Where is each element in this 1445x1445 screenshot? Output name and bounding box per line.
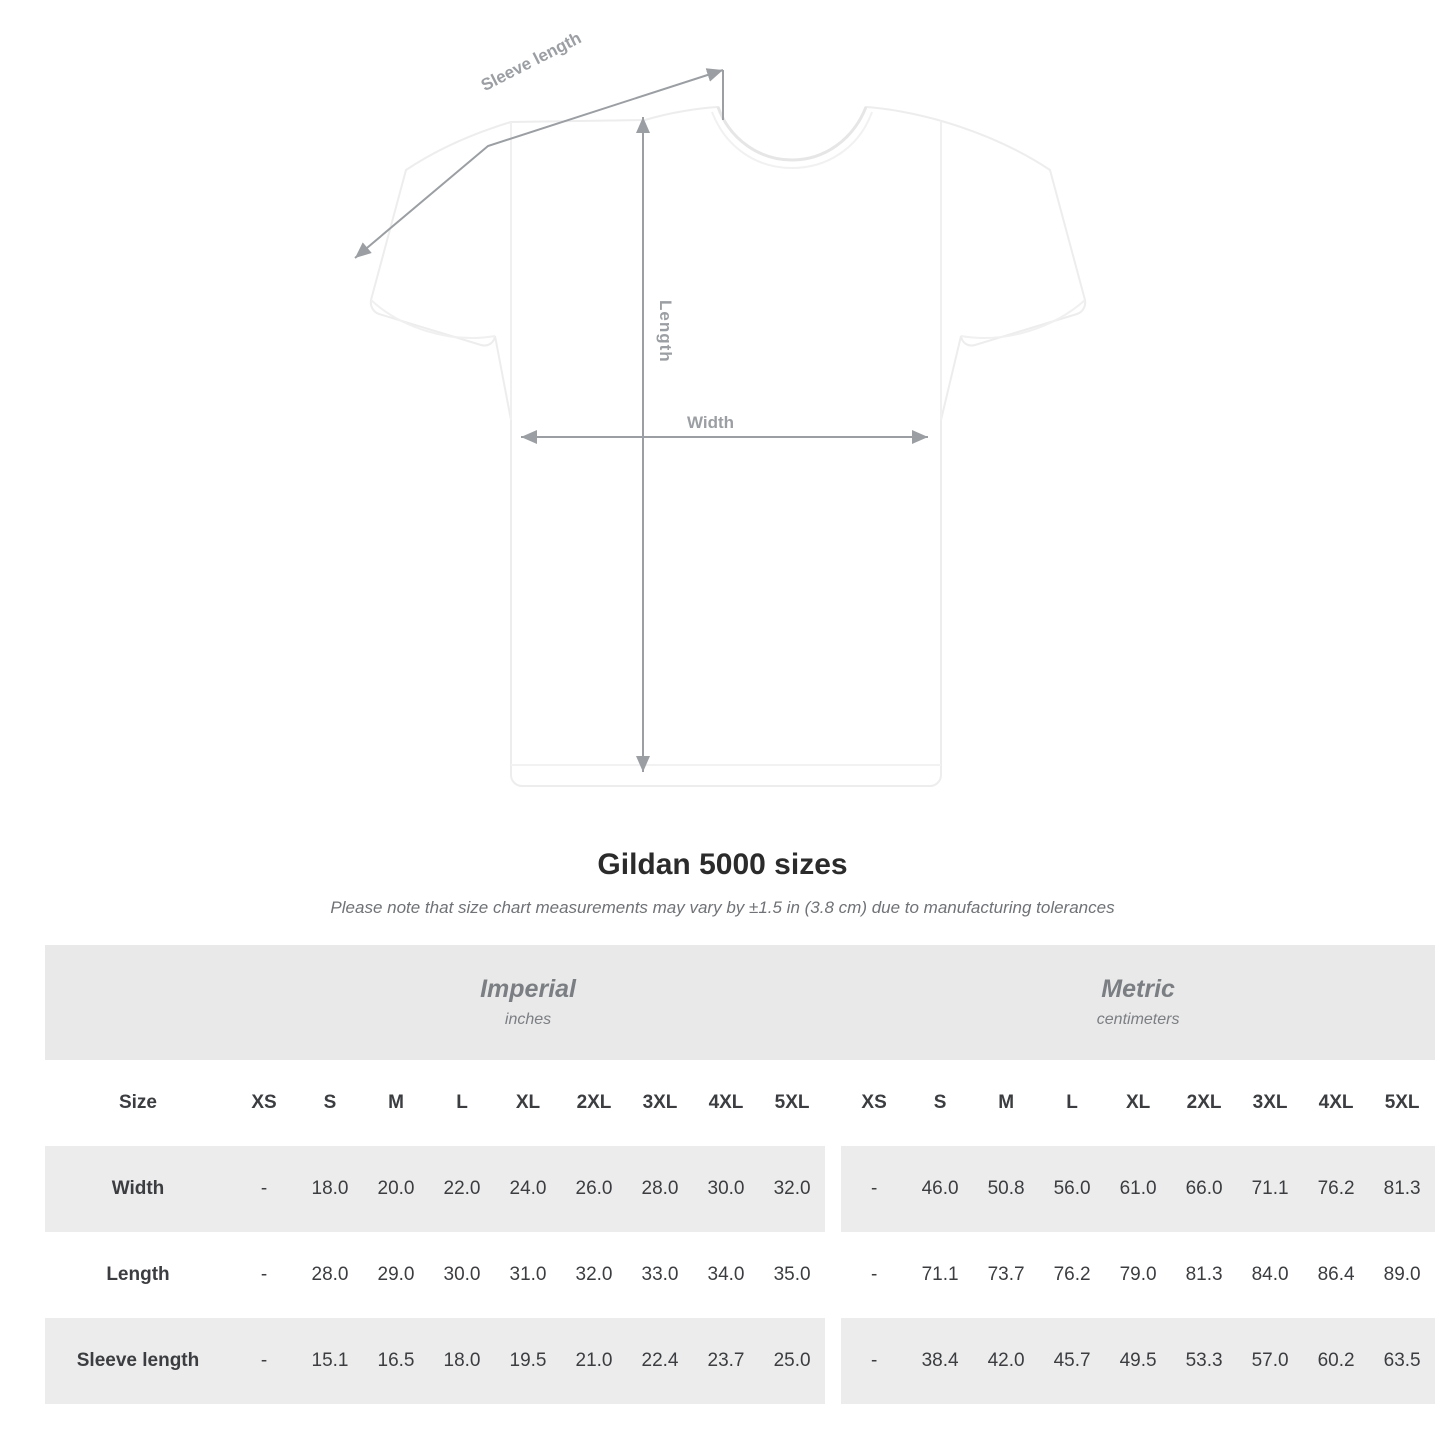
col-header-imperial-2xl: 2XL [561, 1060, 627, 1146]
cell-width-metric-2xl: 66.0 [1171, 1146, 1237, 1232]
size-header-row [45, 1060, 1435, 1146]
cell-length-imperial-5xl: 35.0 [759, 1232, 825, 1318]
col-header-metric-s: S [907, 1060, 973, 1146]
cell-sleeve-imperial-3xl: 22.4 [627, 1318, 693, 1404]
cell-sleeve-metric-xs: - [841, 1318, 907, 1404]
row-label-length: Length [45, 1232, 231, 1318]
cell-length-imperial-xl: 31.0 [495, 1232, 561, 1318]
cell-length-imperial-m: 29.0 [363, 1232, 429, 1318]
page-title: Gildan 5000 sizes [597, 848, 848, 881]
table-row [45, 1318, 1435, 1404]
col-header-metric-5xl: 5XL [1369, 1060, 1435, 1146]
unit-spacer-mid [825, 945, 841, 1060]
cell-sleeve-imperial-xs: - [231, 1318, 297, 1404]
col-header-imperial-xl: XL [495, 1060, 561, 1146]
col-header-metric-2xl: 2XL [1171, 1060, 1237, 1146]
unit-spacer-left [45, 945, 231, 1060]
unit-metric-cell [841, 945, 1435, 1060]
row-label-width: Width [45, 1146, 231, 1232]
col-header-metric-l: L [1039, 1060, 1105, 1146]
length-label: Length [656, 300, 675, 363]
cell-length-imperial-3xl: 33.0 [627, 1232, 693, 1318]
row-spacer-sleeve [825, 1318, 841, 1404]
cell-width-imperial-4xl: 30.0 [693, 1146, 759, 1232]
cell-sleeve-imperial-l: 18.0 [429, 1318, 495, 1404]
cell-length-metric-2xl: 81.3 [1171, 1232, 1237, 1318]
cell-width-metric-m: 50.8 [973, 1146, 1039, 1232]
cell-width-imperial-3xl: 28.0 [627, 1146, 693, 1232]
unit-metric-sub: centimeters [1096, 1011, 1180, 1029]
cell-sleeve-metric-s: 38.4 [907, 1318, 973, 1404]
col-header-metric-4xl: 4XL [1303, 1060, 1369, 1146]
col-header-metric-xl: XL [1105, 1060, 1171, 1146]
cell-width-metric-4xl: 76.2 [1303, 1146, 1369, 1232]
cell-sleeve-imperial-m: 16.5 [363, 1318, 429, 1404]
header-spacer [825, 1060, 841, 1146]
row-spacer-length [825, 1232, 841, 1318]
cell-width-metric-s: 46.0 [907, 1146, 973, 1232]
size-table [45, 945, 1435, 1404]
cell-sleeve-imperial-4xl: 23.7 [693, 1318, 759, 1404]
cell-sleeve-metric-2xl: 53.3 [1171, 1318, 1237, 1404]
cell-width-imperial-s: 18.0 [297, 1146, 363, 1232]
cell-length-metric-5xl: 89.0 [1369, 1232, 1435, 1318]
tshirt-shape [371, 107, 1085, 786]
col-header-imperial-m: M [363, 1060, 429, 1146]
cell-width-metric-l: 56.0 [1039, 1146, 1105, 1232]
cell-width-metric-5xl: 81.3 [1369, 1146, 1435, 1232]
row-label-sleeve-length: Sleeve length [45, 1318, 231, 1404]
cell-length-imperial-s: 28.0 [297, 1232, 363, 1318]
col-header-imperial-l: L [429, 1060, 495, 1146]
cell-width-imperial-m: 20.0 [363, 1146, 429, 1232]
cell-sleeve-metric-3xl: 57.0 [1237, 1318, 1303, 1404]
table-row [45, 1146, 1435, 1232]
width-label: Width [681, 413, 740, 433]
size-header-label: Size [45, 1060, 231, 1146]
cell-sleeve-imperial-5xl: 25.0 [759, 1318, 825, 1404]
cell-sleeve-imperial-s: 15.1 [297, 1318, 363, 1404]
col-header-metric-m: M [973, 1060, 1039, 1146]
cell-length-imperial-2xl: 32.0 [561, 1232, 627, 1318]
row-spacer-width [825, 1146, 841, 1232]
col-header-imperial-xs: XS [231, 1060, 297, 1146]
col-header-metric-xs: XS [841, 1060, 907, 1146]
cell-width-metric-xl: 61.0 [1105, 1146, 1171, 1232]
cell-width-metric-xs: - [841, 1146, 907, 1232]
col-header-imperial-3xl: 3XL [627, 1060, 693, 1146]
cell-length-metric-l: 76.2 [1039, 1232, 1105, 1318]
cell-sleeve-imperial-xl: 19.5 [495, 1318, 561, 1404]
cell-length-imperial-xs: - [231, 1232, 297, 1318]
cell-length-metric-xl: 79.0 [1105, 1232, 1171, 1318]
cell-length-metric-xs: - [841, 1232, 907, 1318]
col-header-imperial-4xl: 4XL [693, 1060, 759, 1146]
col-header-imperial-5xl: 5XL [759, 1060, 825, 1146]
cell-length-metric-3xl: 84.0 [1237, 1232, 1303, 1318]
cell-sleeve-metric-4xl: 60.2 [1303, 1318, 1369, 1404]
table-row [45, 1232, 1435, 1318]
title-block [0, 848, 1445, 918]
unit-imperial-name: Imperial [480, 974, 576, 1003]
unit-header-row [45, 945, 1435, 1060]
cell-length-metric-4xl: 86.4 [1303, 1232, 1369, 1318]
cell-sleeve-metric-m: 42.0 [973, 1318, 1039, 1404]
unit-imperial-cell [231, 945, 825, 1060]
cell-sleeve-imperial-2xl: 21.0 [561, 1318, 627, 1404]
cell-length-imperial-4xl: 34.0 [693, 1232, 759, 1318]
cell-width-metric-3xl: 71.1 [1237, 1146, 1303, 1232]
sleeve-length-label: Sleeve length [478, 28, 585, 95]
cell-width-imperial-xs: - [231, 1146, 297, 1232]
col-header-imperial-s: S [297, 1060, 363, 1146]
cell-length-metric-m: 73.7 [973, 1232, 1039, 1318]
cell-width-imperial-l: 22.0 [429, 1146, 495, 1232]
unit-imperial-sub: inches [504, 1011, 552, 1029]
cell-width-imperial-2xl: 26.0 [561, 1146, 627, 1232]
cell-width-imperial-xl: 24.0 [495, 1146, 561, 1232]
cell-length-metric-s: 71.1 [907, 1232, 973, 1318]
cell-width-imperial-5xl: 32.0 [759, 1146, 825, 1232]
cell-sleeve-metric-l: 45.7 [1039, 1318, 1105, 1404]
col-header-metric-3xl: 3XL [1237, 1060, 1303, 1146]
cell-length-imperial-l: 30.0 [429, 1232, 495, 1318]
tolerance-note: Please note that size chart measurements may vary by ±1.5 in (3.8 cm) due to manufacturing tolerances [330, 898, 1115, 917]
cell-sleeve-metric-5xl: 63.5 [1369, 1318, 1435, 1404]
size-table-wrapper [45, 945, 1421, 1404]
cell-sleeve-metric-xl: 49.5 [1105, 1318, 1171, 1404]
unit-metric-name: Metric [1101, 974, 1175, 1003]
